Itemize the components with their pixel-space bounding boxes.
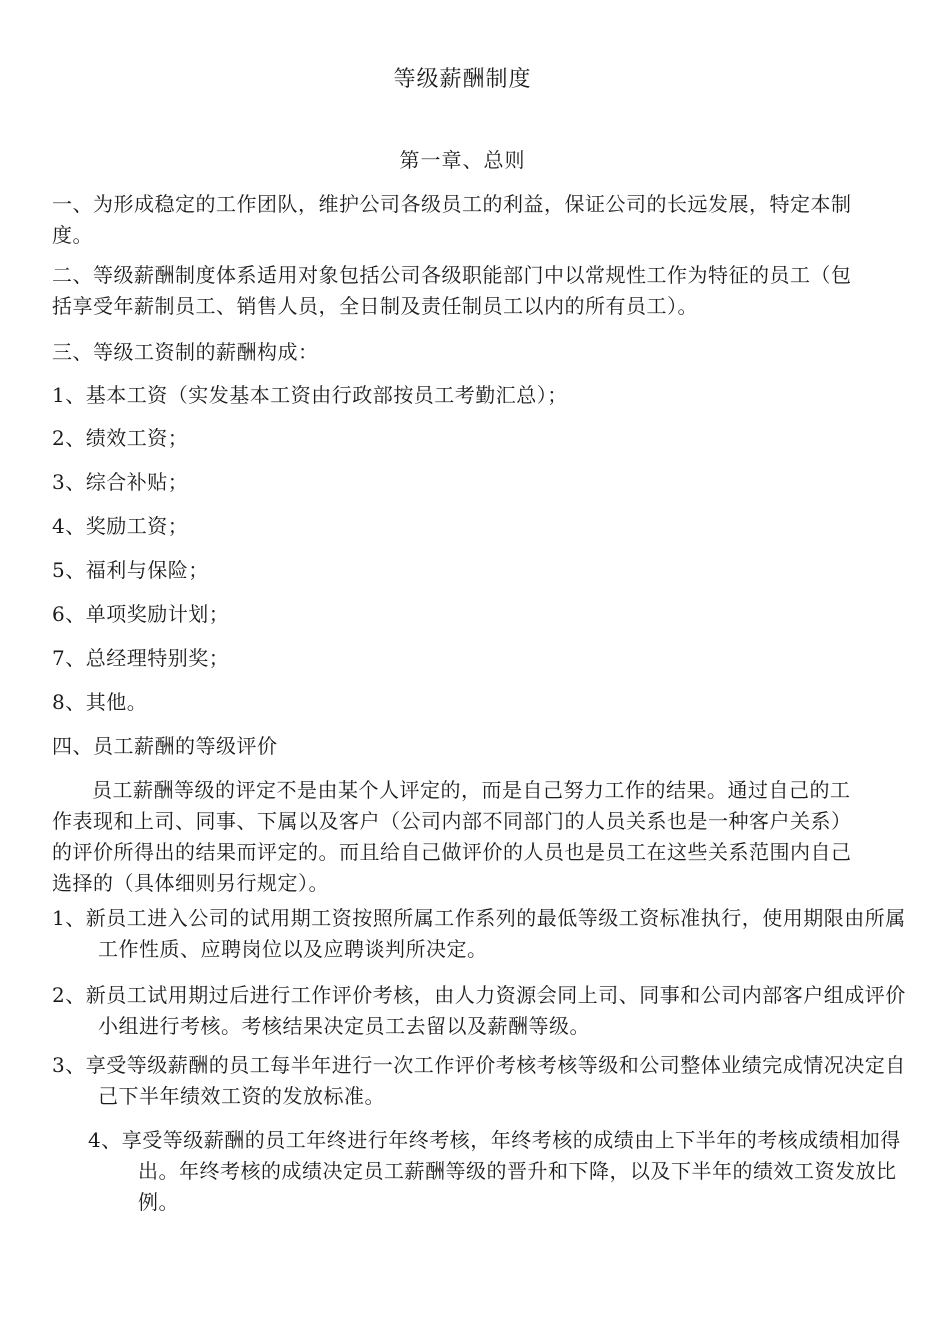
list-item-4: 4、奖励工资；: [52, 514, 189, 538]
list-item-7: 7、总经理特别奖；: [52, 646, 230, 670]
rule-2: 2、新员工试用期过后进行工作评价考核，由人力资源会同上司、同事和公司内部客户组成评价小组进行考核。考核结果决定员工去留以及薪酬等级。: [52, 983, 906, 1038]
list-item-2: 2、绩效工资；: [52, 426, 189, 450]
paragraph-3: 三、等级工资制的薪酬构成：: [52, 340, 319, 364]
paragraph-5: 员工薪酬等级的评定不是由某个人评定的，而是自己努力工作的结果。通过自己的工作表现和上司、同事、下属以及客户（公司内部不同部门的人员关系也是一种客户关系）的评价所得出的结果而评定的。而且给自己做评价的人员也是员工在这些关系范围内自己选择的（具体细则另行规定）。: [52, 778, 852, 895]
paragraph-4: 四、员工薪酬的等级评价: [52, 734, 278, 758]
list-item-3: 3、综合补贴；: [52, 470, 189, 494]
rule-1: 1、新员工进入公司的试用期工资按照所属工作系列的最低等级工资标准执行，使用期限由所属工作性质、应聘岗位以及应聘谈判所决定。: [52, 906, 906, 961]
rule-4: 4、享受等级薪酬的员工年终进行年终考核，年终考核的成绩由上下半年的考核成绩相加得出。年终考核的成绩决定员工薪酬等级的晋升和下降，以及下半年的绩效工资发放比例。: [88, 1128, 901, 1214]
paragraph-2: 二、等级薪酬制度体系适用对象包括公司各级职能部门中以常规性工作为特征的员工（包括享受年薪制员工、销售人员，全日制及责任制员工以内的所有员工）。: [52, 263, 852, 318]
chapter-title: 第一章、总则: [399, 148, 526, 172]
list-item-5: 5、福利与保险；: [52, 558, 209, 582]
list-item-8: 8、其他。: [52, 690, 148, 714]
list-item-1: 1、基本工资（实发基本工资由行政部按员工考勤汇总）；: [52, 383, 568, 407]
rule-3: 3、享受等级薪酬的员工每半年进行一次工作评价考核考核等级和公司整体业绩完成情况决定自己下半年绩效工资的发放标准。: [52, 1053, 906, 1108]
list-item-6: 6、单项奖励计划；: [52, 602, 230, 626]
paragraph-1: 一、为形成稳定的工作团队，维护公司各级员工的利益，保证公司的长远发展，特定本制度。: [52, 192, 852, 247]
document-title: 等级薪酬制度: [393, 67, 532, 92]
